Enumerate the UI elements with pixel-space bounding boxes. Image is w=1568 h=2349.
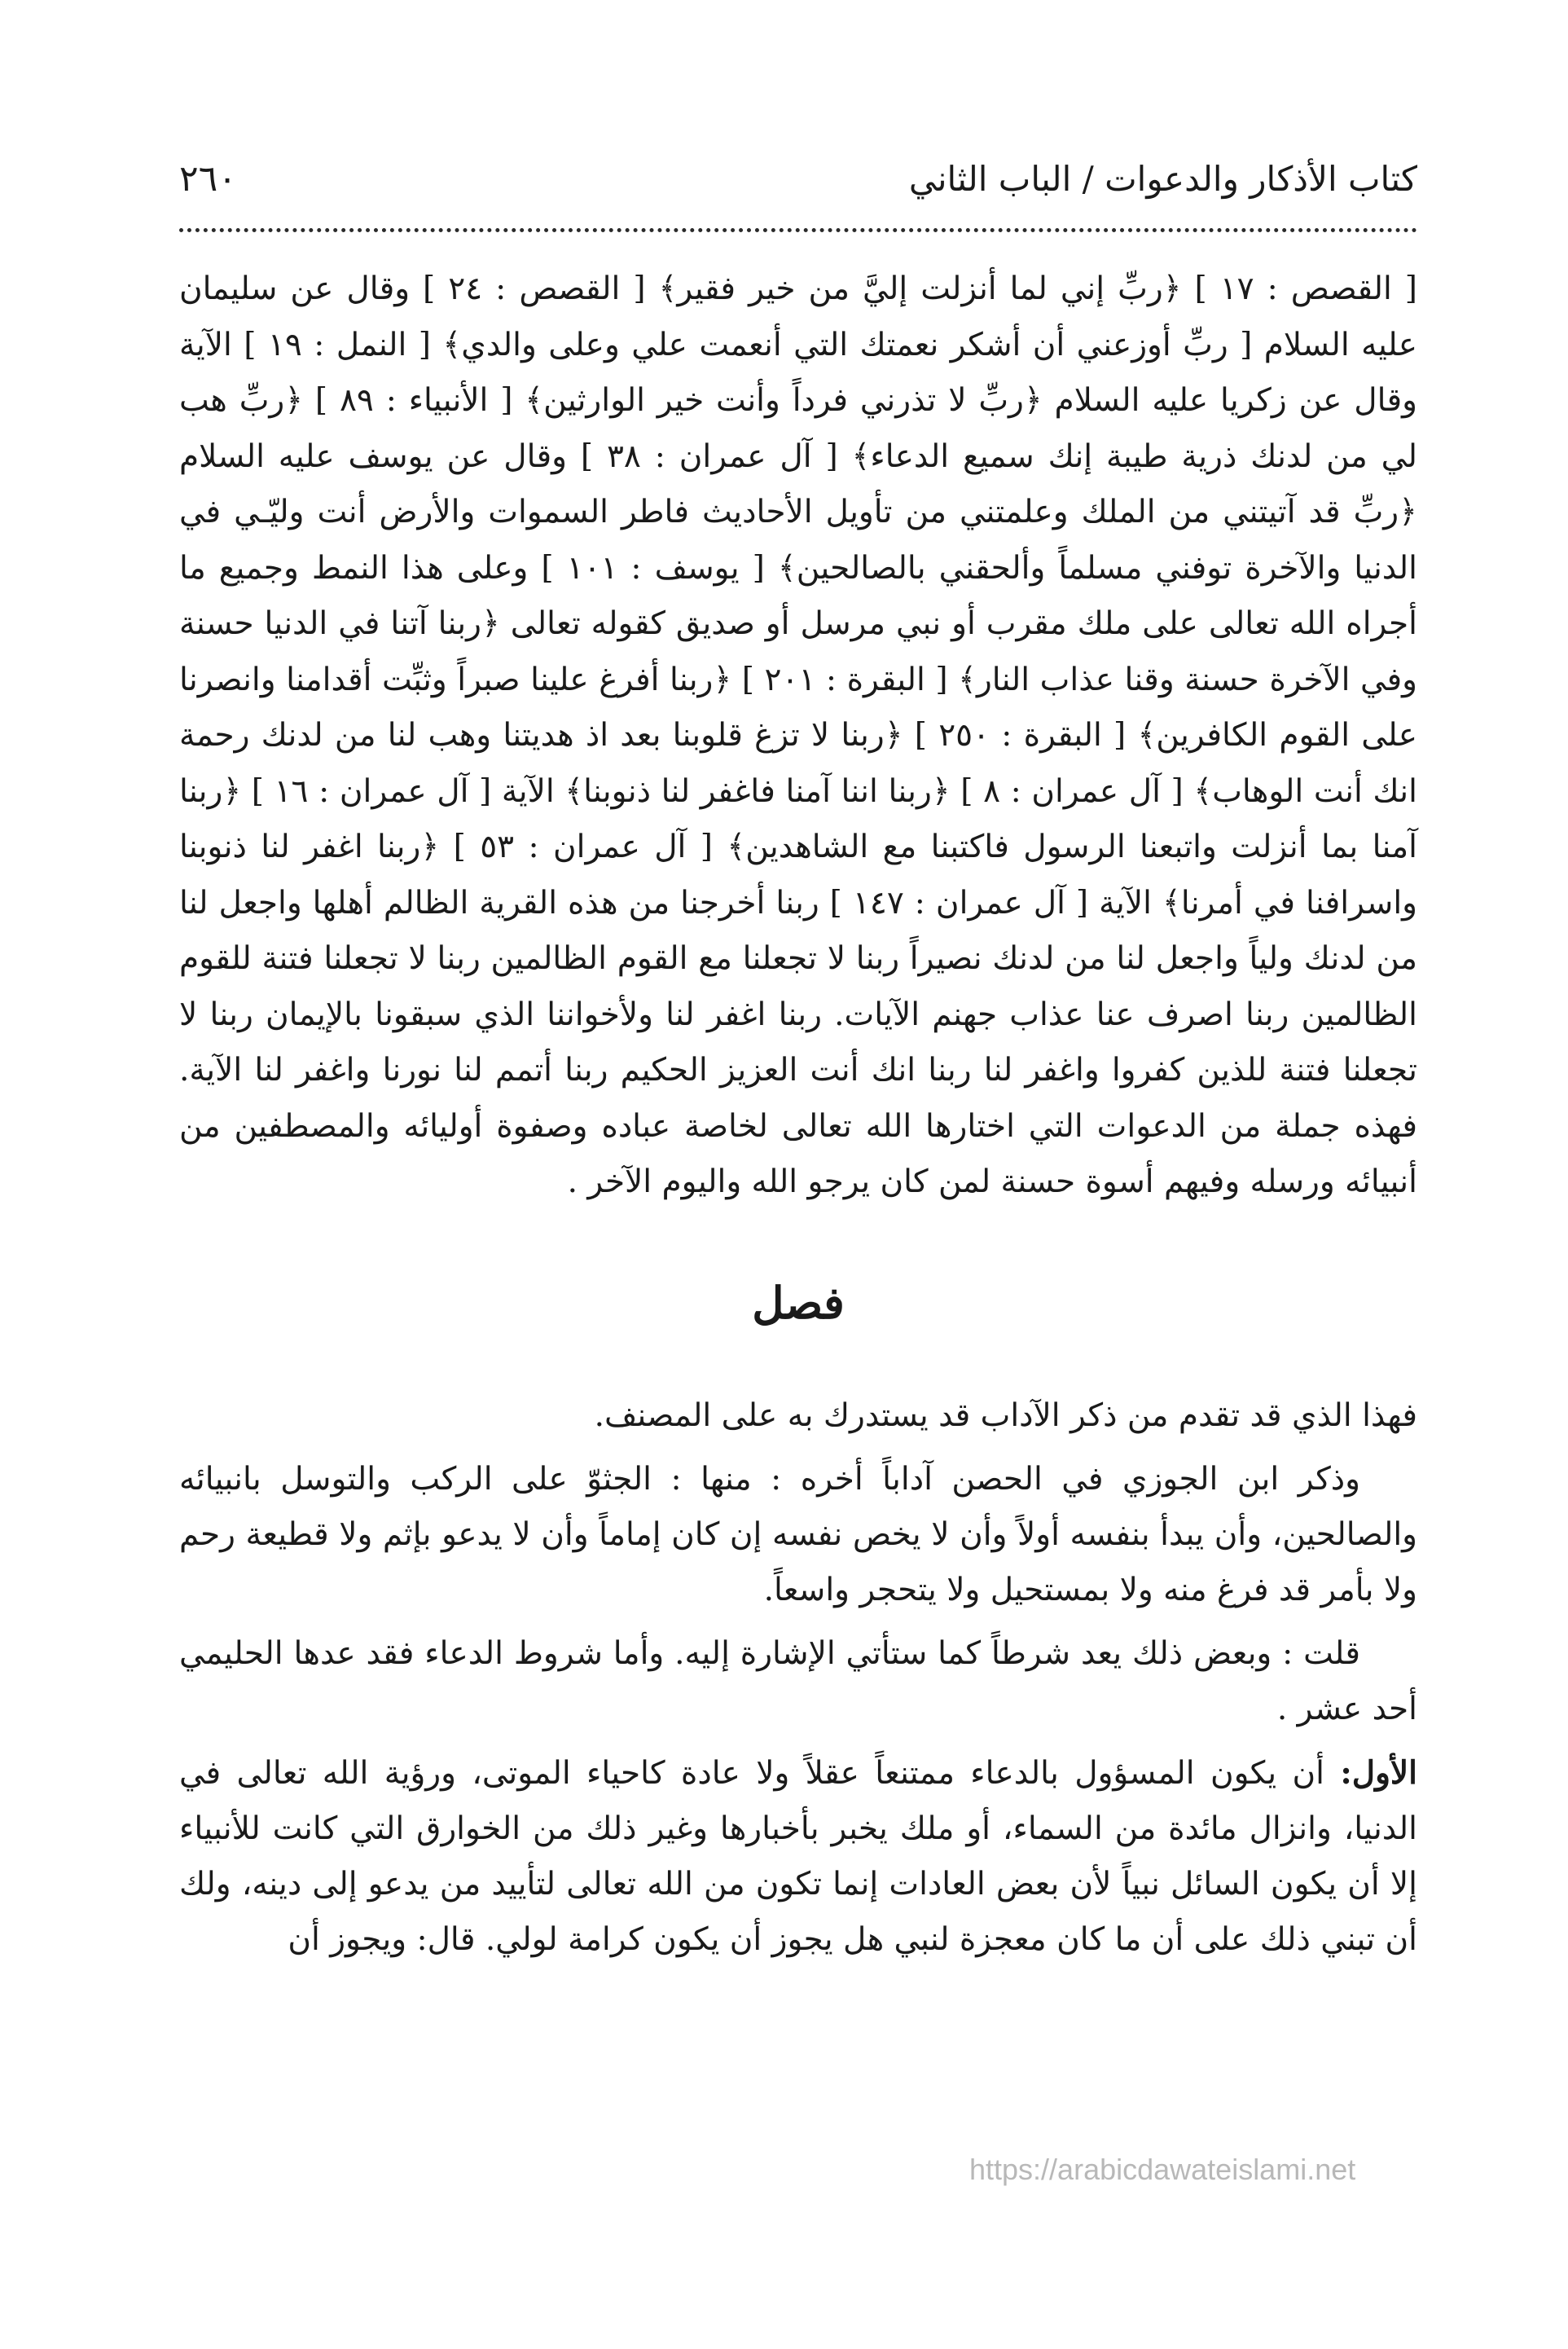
section-text-block: [179, 1388, 1417, 1968]
book-page: [179, 139, 1417, 2298]
running-title: كتاب الأذكار والدعوات / الباب الثاني: [908, 159, 1417, 199]
paragraph-lead-word: الأول:: [1340, 1753, 1417, 1792]
section-heading: فصل: [752, 1276, 845, 1329]
paragraph-text: أن يكون المسؤول بالدعاء ممتنعاً عقلاً ولا عادة كاحياء الموتى، ورؤية الله تعالى في الدنيا، وانزال مائدة من السماء، أو ملك يخبر بأخبارها وغير ذلك من الخوارق التي كانت للأنبياء إلا أن يكون السائل نبياً لأن بعض العادات إنما تكون من الله تعالى لتأييد من يدعو إلى دينه، ولك أن تبني ذلك على أن ما كان معجزة لنبي هل يجوز أن يكون كرامة لولي. قال: ويجوز أن: [179, 1754, 1417, 1958]
section-paragraph-3: قلت : وبعض ذلك يعد شرطاً كما ستأتي الإشارة إليه. وأما شروط الدعاء فقد عدها الحليمي أحد عشر .: [179, 1634, 1417, 1727]
main-text-block: [179, 262, 1417, 1211]
page-number: ٢٦٠: [179, 158, 237, 200]
watermark-url: https://arabicdawateislami.net: [969, 2153, 1356, 2186]
section-paragraph-4: [179, 1745, 1417, 1968]
section-paragraph-1: فهذا الذي قد تقدم من ذكر الآداب قد يستدرك به على المصنف.: [594, 1397, 1417, 1434]
body-paragraph: [ القصص : ١٧ ] ﴿ربِّ إني لما أنزلت إليَّ من خير فقير﴾ [ القصص : ٢٤ ] وقال عن سليمان عليه السلام [ ربِّ أوزعني أن أشكر نعمتك التي أنعمت علي وعلى والدي﴾ [ النمل : ١٩ ] الآية وقال عن زكريا عليه السلام ﴿ربِّ لا تذرني فرداً وأنت خير الوارثين﴾ [ الأنبياء : ٨٩ ] ﴿ربِّ هب لي من لدنك ذرية طيبة إنك سميع الدعاء﴾ [ آل عمران : ٣٨ ] وقال عن يوسف عليه السلام ﴿ربِّ قد آتيتني من الملك وعلمتني من تأويل الأحاديث فاطر السموات والأرض أنت وليّـي في الدنيا والآخرة توفني مسلماً وألحقني بالصالحين﴾ [ يوسف : ١٠١ ] وعلى هذا النمط وجميع ما أجراه الله تعالى على ملك مقرب أو نبي مرسل أو صديق كقوله تعالى ﴿ربنا آتنا في الدنيا حسنة وفي الآخرة حسنة وقنا عذاب النار﴾ [ البقرة : ٢٠١ ] ﴿ربنا أفرغ علينا صبراً وثبِّت أقدامنا وانصرنا على القوم الكافرين﴾ [ البقرة : ٢٥٠ ] ﴿ربنا لا تزغ قلوبنا بعد اذ هديتنا وهب لنا من لدنك رحمة انك أنت الوهاب﴾ [ آل عمران : ٨ ] ﴿ربنا اننا آمنا فاغفر لنا ذنوبنا﴾ الآية [ آل عمران : ١٦ ] ﴿ربنا آمنا بما أنزلت واتبعنا الرسول فاكتبنا مع الشاهدين﴾ [ آل عمران : ٥٣ ] ﴿ربنا اغفر لنا ذنوبنا واسرافنا في أمرنا﴾ الآية [ آل عمران : ١٤٧ ] ربنا أخرجنا من هذه القرية الظالم أهلها واجعل لنا من لدنك ولياً واجعل لنا من لدنك نصيراً ربنا لا تجعلنا مع القوم الظالمين ربنا لا تجعلنا فتنة للقوم الظالمين ربنا اصرف عنا عذاب جهنم الآيات. ربنا اغفر لنا ولأخواننا الذي سبقونا بالإيمان ربنا لا تجعلنا فتنة للذين كفروا واغفر لنا ربنا انك أنت العزيز الحكيم ربنا أتمم لنا نورنا واغفر لنا الآية. فهذه جملة من الدعوات التي اختارها الله تعالى لخاصة عباده وصفوة أوليائه والمصطفين من أنبيائه ورسله وفيهم أسوة حسنة لمن كان يرجو الله واليوم الآخر .: [179, 271, 1418, 1200]
page-header: [179, 139, 1417, 228]
header-divider: [179, 228, 1417, 232]
section-paragraph-2: وذكر ابن الجوزي في الحصن آداباً أخره : منها : الجثوّ على الركب والتوسل بانبيائه والصالحين، وأن يبدأ بنفسه أولاً وأن لا يخص نفسه إن كان إماماً وأن لا يدعو بإثم ولا قطيعة رحم ولا بأمر قد فرغ منه ولا بمستحيل ولا يتحجر واسعاً.: [179, 1460, 1417, 1608]
